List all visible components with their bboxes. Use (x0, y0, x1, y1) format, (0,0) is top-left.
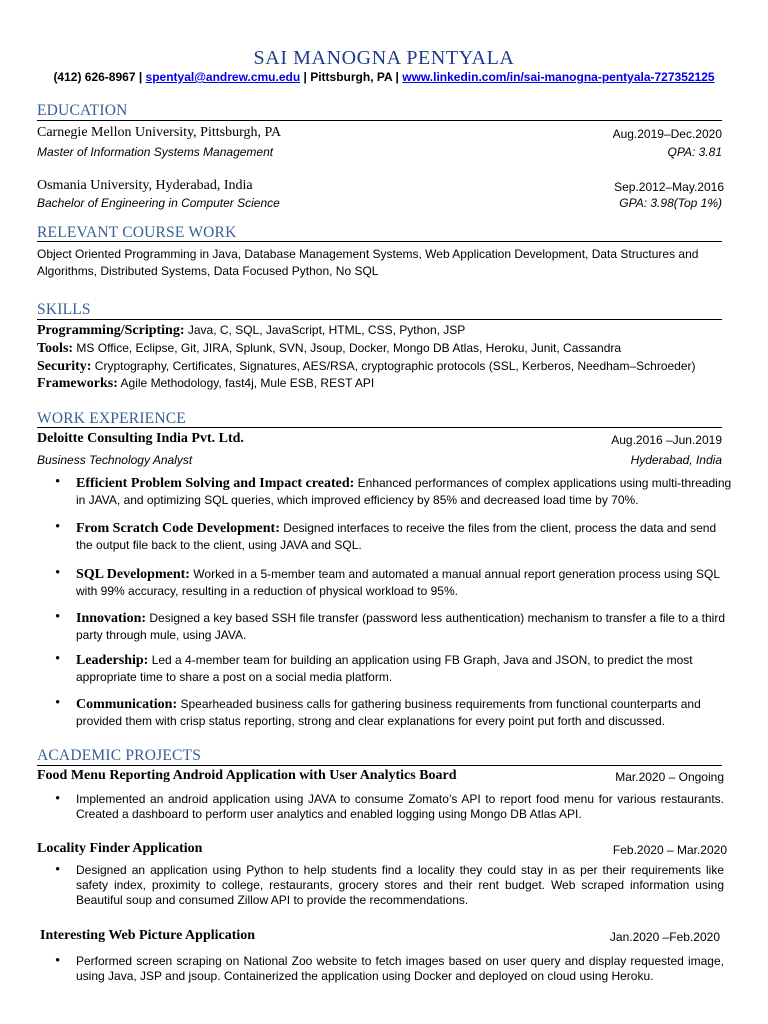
project-description: Designed an application using Python to help students find a locality they could stay in as per their requirements like safety index, proximity to college, restaurants, grocery stores and their rent budget. Web scraped information using Beautiful soup and consumed Zillow API to provide the recommendations. (76, 863, 724, 907)
coursework-text: Object Oriented Programming in Java, Database Management Systems, Web Application Development, Data Structures and Algorithms, Distributed Systems, Data Focused Python, No SQL (37, 247, 699, 278)
gpa: QPA: 3.81 (667, 145, 722, 159)
skill-label: Frameworks: (37, 376, 118, 391)
skill-label: Programming/Scripting: (37, 323, 185, 338)
skill-row (37, 376, 374, 392)
bullet-dot: • (55, 474, 61, 490)
work-bullet: SQL Development: Worked in a 5-member team and automated a manual annual report generation process using SQL with 99% accuracy, resulting in a reduction of physical workload to 95%. (76, 567, 720, 598)
project-description: Performed screen scraping on National Zoo website to fetch images based on user query and display requested image, using Java, JSP and jsoup. Containerized the application using Docker and deployed on cloud using Heroku. (76, 954, 724, 983)
skill-value: Cryptography, Certificates, Signatures, AES/RSA, cryptographic protocols (SSL, Kerberos, Needham–Schroeder) (94, 359, 696, 373)
work-location: Hyderabad, India (630, 453, 722, 467)
work-bullet: From Scratch Code Development: Designed interfaces to receive the files from the client, process the data and send the output file back to the client, using JAVA and SQL. (76, 521, 717, 552)
section-divider (37, 427, 722, 428)
bullet-dot: • (55, 565, 61, 581)
skill-row (37, 323, 465, 339)
bullet-dot: • (55, 791, 61, 807)
work-bullet: Communication: Spearheaded business calls for gathering business requirements from functional counterparts and provided them with crisp status reporting, strong and clear explanations for every point put forth and discussed. (76, 697, 701, 728)
institution-name: Osmania University, Hyderabad, India (37, 178, 253, 193)
degree: Master of Information Systems Management (37, 145, 274, 159)
section-divider (37, 120, 722, 121)
project-description: Implemented an android application using JAVA to consume Zomato’s API to report food menu for various restaurants. Created a dashboard to perform user analytics and enabled logging using Mongo DB Atlas API. (76, 792, 724, 821)
bullet-dot: • (55, 519, 61, 535)
linkedin-link[interactable]: www.linkedin.com/in/sai-manogna-pentyala-727352125 (402, 70, 715, 84)
skill-row (37, 359, 696, 375)
work-bullet: Efficient Problem Solving and Impact created: Enhanced performances of complex applications using multi-threading in JAVA, and optimizing SQL queries, which improved efficiency by 85% and decreased load time by 70%. (76, 476, 732, 507)
project-title: Food Menu Reporting Android Application with User Analytics Board (37, 768, 457, 783)
degree: Bachelor of Engineering in Computer Science (37, 196, 280, 210)
bullet-dot: • (55, 862, 61, 878)
skill-label: Security: (37, 359, 92, 374)
skill-value: Java, C, SQL, JavaScript, HTML, CSS, Python, JSP (187, 323, 466, 337)
section-heading-coursework: RELEVANT COURSE WORK (37, 224, 237, 241)
company-name: Deloitte Consulting India Pvt. Ltd. (37, 431, 244, 446)
project-title: Locality Finder Application (37, 841, 203, 856)
work-dates: Aug.2016 –Jun.2019 (611, 433, 722, 447)
work-bullet: Leadership: Led a 4-member team for building an application using FB Graph, Java and JSON, to predict the most appropriate time to share a post on a social media platform. (76, 653, 693, 684)
email-link[interactable]: spentyal@andrew.cmu.edu (145, 70, 301, 84)
section-heading-skills: SKILLS (37, 301, 91, 318)
skill-label: Tools: (37, 341, 74, 356)
section-divider (37, 241, 722, 242)
skill-value: MS Office, Eclipse, Git, JIRA, Splunk, SVN, Jsoup, Docker, Mongo DB Atlas, Heroku, Junit, Cassandra (76, 341, 622, 355)
project-dates: Mar.2020 – Ongoing (615, 770, 724, 784)
bullet-dot: • (55, 609, 61, 625)
section-heading-academic-projects: ACADEMIC PROJECTS (37, 747, 202, 764)
section-divider (37, 765, 722, 766)
skill-row (37, 341, 621, 357)
section-divider (37, 319, 722, 320)
work-bullet: Innovation: Designed a key based SSH file transfer (password less authentication) mechanism to transfer a file to a third party through mule, using JAVA. (76, 611, 725, 642)
job-title: Business Technology Analyst (37, 453, 193, 467)
gpa: GPA: 3.98(Top 1%) (619, 196, 722, 210)
candidate-name: SAI MANOGNA PENTYALA (253, 47, 515, 69)
project-dates: Jan.2020 –Feb.2020 (609, 930, 720, 944)
bullet-dot: • (55, 695, 61, 711)
project-title: Interesting Web Picture Application (40, 928, 256, 943)
phone: (412) 626-8967 (53, 70, 136, 84)
education-dates: Sep.2012–May.2016 (614, 180, 724, 194)
education-dates: Aug.2019–Dec.2020 (612, 127, 722, 141)
project-dates: Feb.2020 – Mar.2020 (612, 843, 727, 857)
skill-value: Agile Methodology, fast4j, Mule ESB, REST API (120, 376, 375, 390)
bullet-dot: • (55, 953, 61, 969)
section-heading-education: EDUCATION (37, 102, 128, 119)
bullet-dot: • (55, 651, 61, 667)
institution-name: Carnegie Mellon University, Pittsburgh, PA (37, 125, 282, 140)
section-heading-work-experience: WORK EXPERIENCE (37, 410, 186, 427)
location: Pittsburgh, PA (310, 70, 393, 84)
contact-line: (412) 626-8967 | spentyal@andrew.cmu.edu | Pittsburgh, PA | www.linkedin.com/in/sai-manogna-pentyala-727352125 (53, 70, 715, 84)
